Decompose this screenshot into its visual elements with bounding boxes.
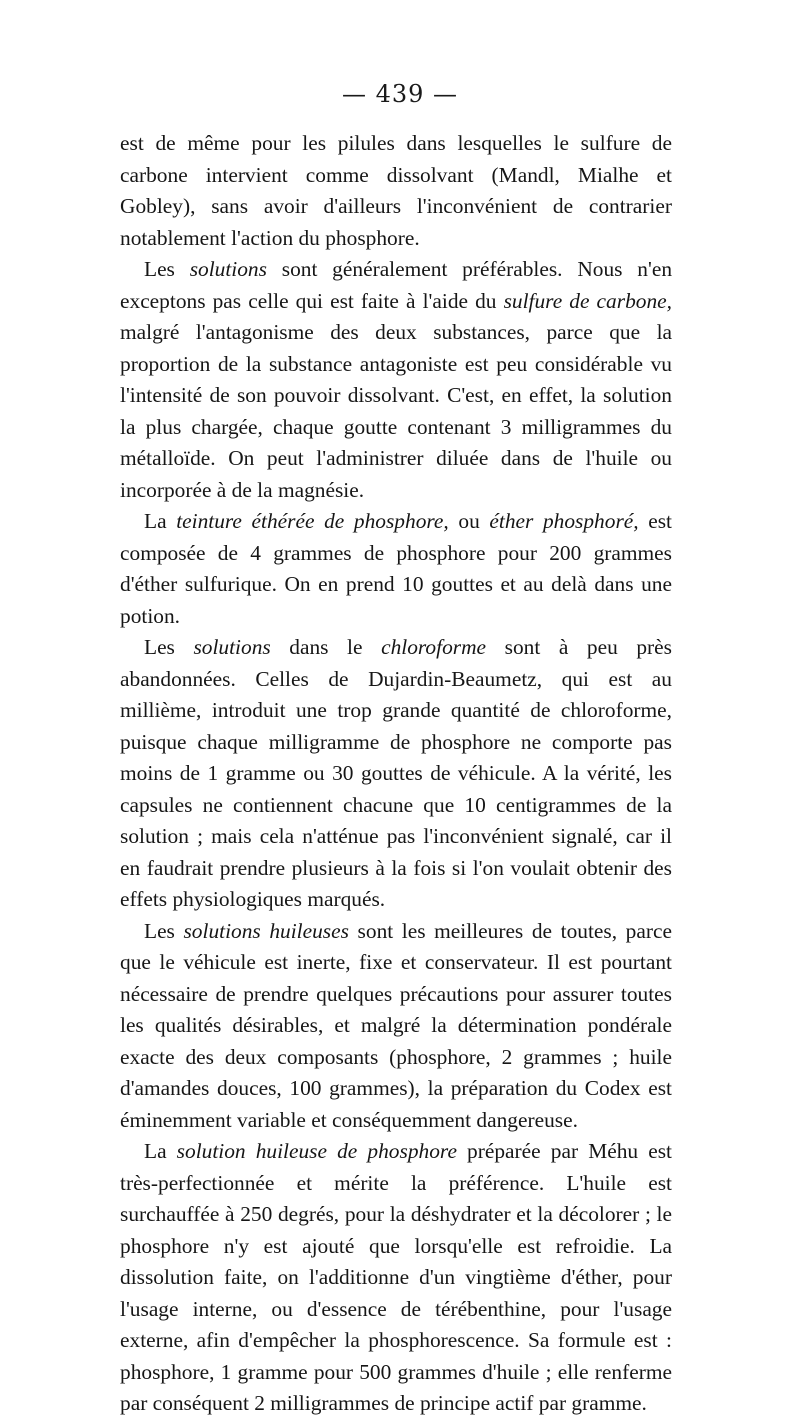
- text-segment: Les: [144, 257, 190, 281]
- italic-term: solutions huileuses: [183, 918, 349, 943]
- text-segment: malgré l'antagonisme des deux substances, parce que la proportion de la substance antagoniste est peu considérable vu l'intensité de son pouvoir dissolvant. C'est, en effet, la solution la plus chargée, chaque goutte contenant 3 milligrammes du métalloïde. On peut l'administrer diluée dans de l'huile ou incorporée à de la magnésie.: [120, 320, 672, 502]
- text-segment: La: [144, 509, 177, 533]
- text-segment: est de même pour les pilules dans lesquelles le sulfure de carbone intervient comme dissolvant (Mandl, Mialhe et Gobley), sans avoir d'ailleurs l'inconvénient de contrarier notablement l'action du phosphore.: [120, 131, 672, 250]
- italic-term: sulfure de carbone,: [503, 288, 673, 313]
- text-segment: sont généralement préférables. Nous n'en exceptons pas celle qui est faite à l'aide du: [120, 257, 673, 313]
- italic-term: chloroforme: [381, 635, 487, 659]
- italic-term: solution huileuse de phosphore: [176, 1139, 457, 1163]
- text-segment: La: [144, 1139, 177, 1163]
- body-text: [120, 128, 672, 1420]
- italic-term: teinture éthérée de phosphore,: [176, 509, 449, 533]
- text-segment: sont à peu près abandonnées. Celles de Dujardin-Beaumetz, qui est au millième, introduit une trop grande quantité de chloroforme, puisque chaque milligramme de phosphore ne comporte pas moins de 1 gramme ou 30 gouttes de véhicule. A la vérité, les capsules ne contiennent chacune que 10 centigrammes de la solution ; mais cela n'atténue pas l'inconvénient signalé, car il en faudrait prendre plusieurs à la fois si l'on voulait obtenir des effets physiologiques marqués.: [120, 635, 672, 911]
- text-segment: Les: [144, 635, 194, 659]
- paragraph-6: [120, 1136, 672, 1420]
- text-segment: préparée par Méhu est très-perfectionnée et mérite la préférence. L'huile est surchauffée à 250 degrés, pour la déshydrater et la décolorer ; le phosphore n'y est ajouté que lorsqu'elle est refroidie. La dissolution faite, on l'additionne d'un vingtième d'éther, pour l'usage interne, ou d'essence de térébenthine, pour l'usage externe, afin d'empêcher la phosphorescence. Sa formule est : phosphore, 1 gramme pour 500 grammes d'huile ; elle renferme par conséquent 2 milligrammes de principe actif par gramme.: [120, 1139, 672, 1415]
- text-segment: dans le: [270, 635, 382, 659]
- text-segment: sont les meilleures de toutes, parce que le véhicule est inerte, fixe et conservateur. Il est pourtant nécessaire de prendre quelques précautions pour assurer toutes les qualités désirables, et malgré la détermination pondérale exacte des deux composants (phosphore, 2 grammes ; huile d'amandes douces, 100 grammes), la préparation du Codex est éminemment variable et conséquemment dangereuse.: [120, 918, 672, 1132]
- paragraph-4: [120, 632, 672, 916]
- text-segment: est composée de 4 grammes de phosphore pour 200 grammes d'éther sulfurique. On en prend 10 gouttes et au delà dans une potion.: [120, 509, 672, 628]
- page-number: — 439 —: [341, 80, 459, 108]
- italic-term: solutions: [189, 257, 267, 281]
- paragraph-3: [120, 506, 672, 632]
- paragraph-5: [120, 916, 672, 1137]
- paragraph-2: [120, 254, 672, 506]
- italic-term: éther phosphoré,: [489, 509, 639, 533]
- text-segment: Les: [144, 918, 184, 943]
- italic-term: solutions: [193, 635, 271, 659]
- text-segment: ou: [448, 509, 490, 533]
- paragraph-1: [120, 128, 672, 254]
